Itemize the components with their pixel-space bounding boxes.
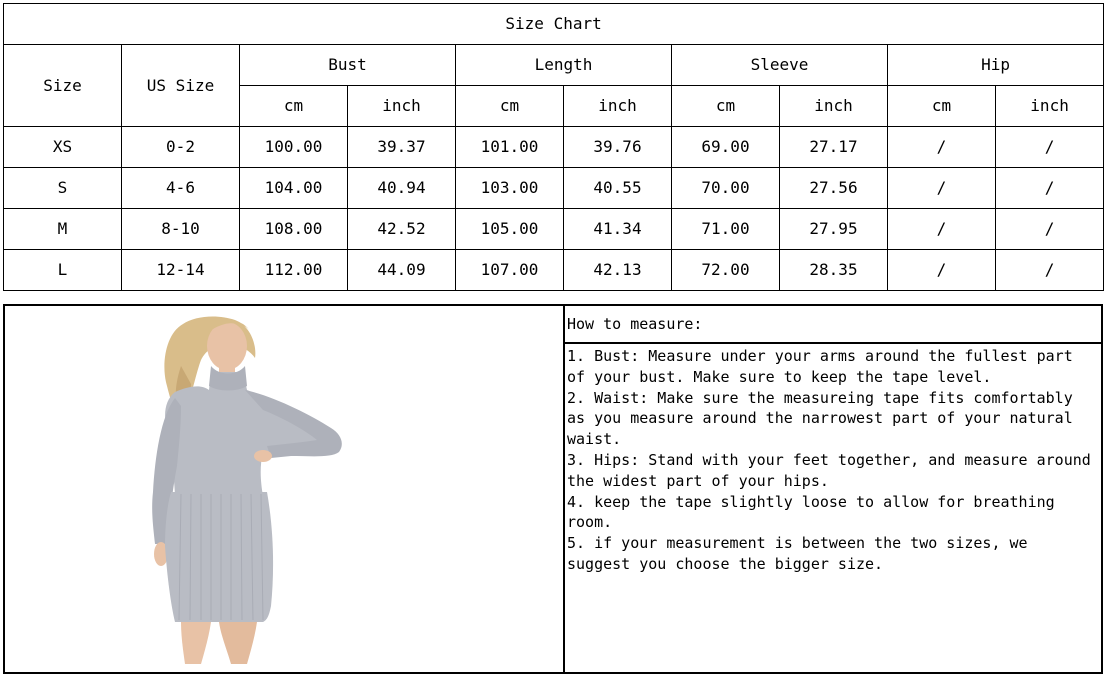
measurement-cell: / [888,127,996,168]
measurement-cell: 70.00 [672,168,780,209]
measure-instruction: 1. Bust: Measure under your arms around the fullest part of your bust. Make sure to keep the tape level. [567,347,1082,386]
size-cell: S [4,168,122,209]
us-size-cell: 8-10 [122,209,240,250]
model-illustration [5,306,563,672]
us-size-cell: 12-14 [122,250,240,291]
measurement-cell: / [888,250,996,291]
size-cell: L [4,250,122,291]
measurement-cell: 40.94 [348,168,456,209]
size-chart-body [4,127,1104,291]
measurement-cell: 28.35 [780,250,888,291]
size-chart-title: Size Chart [4,4,1104,45]
hip-group-header: Hip [888,45,1104,86]
measure-instruction: 3. Hips: Stand with your feet together, and measure around the widest part of your hips. [567,450,1100,490]
measurement-cell: 100.00 [240,127,348,168]
measurement-cell: 71.00 [672,209,780,250]
measurement-cell: / [996,127,1104,168]
unit-header: cm [240,86,348,127]
measurement-cell: / [996,168,1104,209]
size-column-header: Size [4,45,122,127]
unit-header: cm [888,86,996,127]
length-group-header: Length [456,45,672,86]
measure-instruction: 5. if your measurement is between the two sizes, we suggest you choose the bigger size. [567,534,1037,573]
measurement-cell: 41.34 [564,209,672,250]
measurement-cell: 42.13 [564,250,672,291]
measurement-cell: 105.00 [456,209,564,250]
us-size-column-header: US Size [122,45,240,127]
measurement-cell: 44.09 [348,250,456,291]
bust-group-header: Bust [240,45,456,86]
measurement-cell: / [996,250,1104,291]
size-row [4,168,1104,209]
measurement-cell: 107.00 [456,250,564,291]
size-cell: XS [4,127,122,168]
measurement-cell: 103.00 [456,168,564,209]
unit-header: cm [456,86,564,127]
measurement-cell: 27.56 [780,168,888,209]
unit-header: inch [996,86,1104,127]
unit-header: inch [564,86,672,127]
measurement-cell: 108.00 [240,209,348,250]
product-photo [5,306,565,672]
size-row [4,127,1104,168]
measure-instruction: 2. Waist: Make sure the measureing tape fits comfortably as you measure around the narrowest part of your natural waist. [567,388,1082,449]
size-chart-table [3,3,1104,291]
measurement-cell: 101.00 [456,127,564,168]
unit-header: cm [672,86,780,127]
measurement-cell: 112.00 [240,250,348,291]
measurement-cell: / [888,209,996,250]
how-to-measure-title: How to measure: [565,306,1101,344]
measure-instruction: 4. keep the tape slightly loose to allow for breathing room. [567,492,1064,532]
size-row [4,209,1104,250]
measure-panel [3,304,1103,674]
measurement-cell: 27.17 [780,127,888,168]
size-cell: M [4,209,122,250]
unit-header: inch [348,86,456,127]
measurement-cell: / [996,209,1104,250]
measurement-cell: 42.52 [348,209,456,250]
us-size-cell: 4-6 [122,168,240,209]
sleeve-group-header: Sleeve [672,45,888,86]
measurement-cell: 27.95 [780,209,888,250]
measurement-cell: 69.00 [672,127,780,168]
measurement-cell: 104.00 [240,168,348,209]
measurement-cell: 39.37 [348,127,456,168]
us-size-cell: 0-2 [122,127,240,168]
how-to-measure-list [565,344,1101,672]
measurement-cell: 40.55 [564,168,672,209]
measurement-cell: / [888,168,996,209]
size-row [4,250,1104,291]
measurement-cell: 72.00 [672,250,780,291]
unit-header: inch [780,86,888,127]
measurement-cell: 39.76 [564,127,672,168]
